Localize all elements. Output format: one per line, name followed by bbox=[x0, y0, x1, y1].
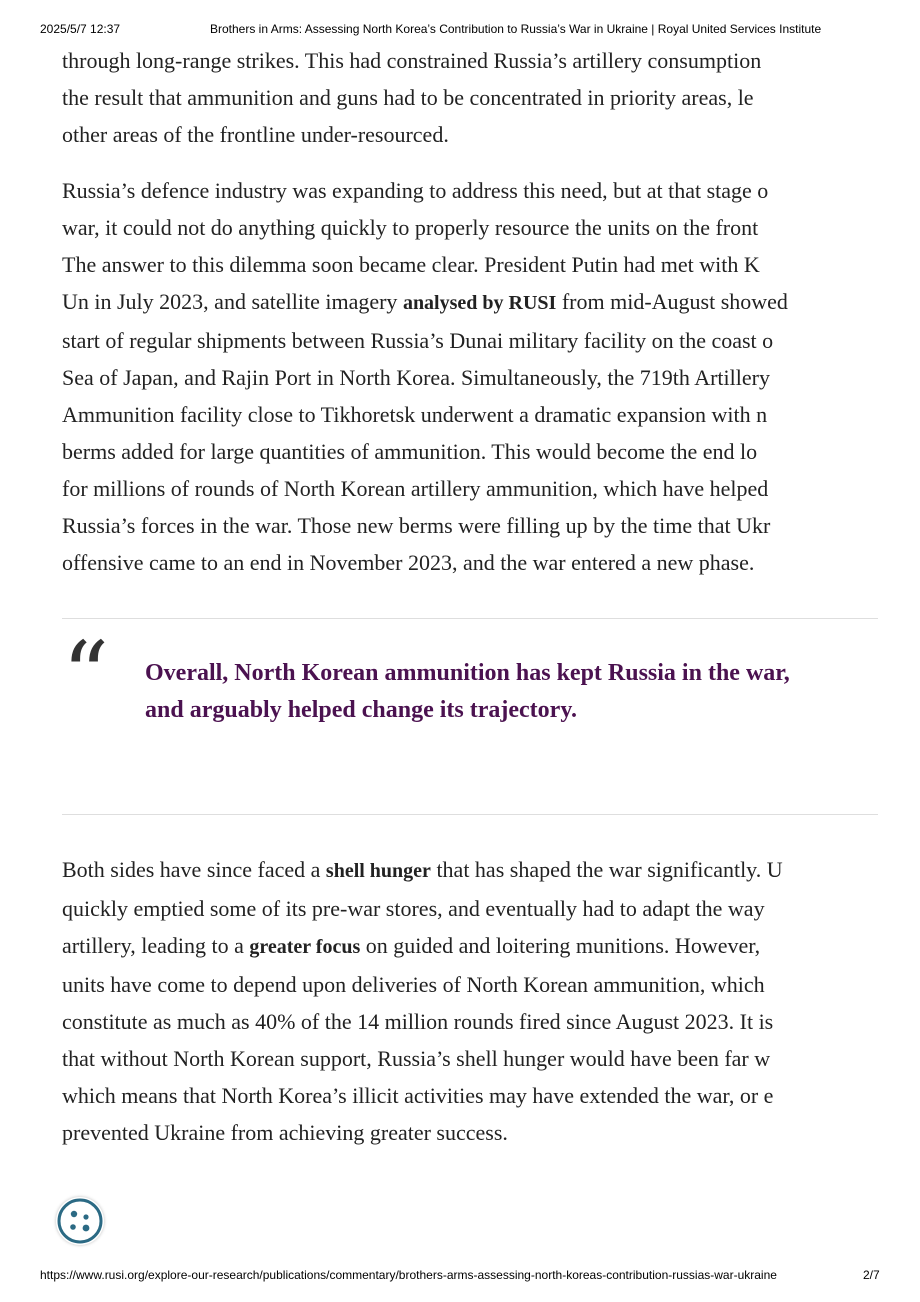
divider bbox=[62, 814, 878, 815]
text-line: The answer to this dilemma soon became clear. President Putin had met with K bbox=[62, 252, 760, 277]
text-segment: artillery, leading to a bbox=[62, 933, 250, 958]
page-url: https://www.rusi.org/explore-our-research/publications/commentary/brothers-arms-assessing-north-koreas-contribution-russias-war-ukraine bbox=[40, 1268, 777, 1282]
text-segment: that has shaped the war significantly. U bbox=[430, 857, 783, 882]
analysed-by-rusi-link[interactable]: analysed by RUSI bbox=[402, 292, 557, 314]
print-page-title: Brothers in Arms: Assessing North Korea’s Contribution to Russia’s War in Ukraine | Royal United Services Institute bbox=[210, 22, 822, 36]
text-line: units have come to depend upon deliveries of North Korean ammunition, which bbox=[62, 972, 765, 997]
text-line: through long-range strikes. This had constrained Russia’s artillery consumption bbox=[62, 48, 762, 73]
text-line: Russia’s forces in the war. Those new berms were filling up by the time that Ukr bbox=[62, 513, 771, 538]
text-line bbox=[62, 927, 783, 966]
cookie-settings-button[interactable] bbox=[56, 1197, 104, 1245]
text-line: prevented Ukraine from achieving greater success. bbox=[62, 1120, 508, 1145]
text-segment: Un in July 2023, and satellite imagery bbox=[62, 289, 403, 314]
text-line: berms added for large quantities of ammunition. This would become the end lo bbox=[62, 439, 758, 464]
paragraph bbox=[62, 851, 783, 1151]
text-segment: from mid-August showed bbox=[556, 289, 788, 314]
print-footer bbox=[0, 1266, 920, 1286]
text-line: quickly emptied some of its pre-war stores, and eventually had to adapt the way bbox=[62, 896, 765, 921]
pull-quote-line: and arguably helped change its trajectory. bbox=[145, 697, 577, 723]
text-line: other areas of the frontline under-resourced. bbox=[62, 122, 449, 147]
text-segment: Both sides have since faced a bbox=[62, 857, 326, 882]
pull-quote bbox=[145, 655, 878, 729]
text-line: for millions of rounds of North Korean artillery ammunition, which have helped bbox=[62, 476, 769, 501]
cookie-icon bbox=[56, 1197, 104, 1245]
text-line bbox=[62, 851, 783, 890]
text-line: Ammunition facility close to Tikhoretsk underwent a dramatic expansion with n bbox=[62, 402, 768, 427]
text-segment: on guided and loitering munitions. However, bbox=[360, 933, 761, 958]
text-line: offensive came to an end in November 2023, and the war entered a new phase. bbox=[62, 550, 755, 575]
paragraph bbox=[62, 42, 761, 153]
page-number: 2/7 bbox=[863, 1268, 880, 1282]
divider bbox=[62, 618, 878, 619]
text-line: which means that North Korea’s illicit activities may have extended the war, or e bbox=[62, 1083, 774, 1108]
print-header bbox=[0, 20, 920, 40]
text-line: war, it could not do anything quickly to properly resource the units on the front bbox=[62, 215, 759, 240]
paragraph bbox=[62, 172, 788, 581]
text-line: Russia’s defence industry was expanding to address this need, but at that stage o bbox=[62, 178, 769, 203]
quote-mark-icon: “ bbox=[62, 622, 110, 729]
text-line: start of regular shipments between Russia’s Dunai military facility on the coast o bbox=[62, 328, 774, 353]
text-line bbox=[62, 283, 788, 322]
shell-hunger-link[interactable]: shell hunger bbox=[325, 860, 431, 882]
pull-quote-line: Overall, North Korean ammunition has kept Russia in the war, bbox=[145, 660, 790, 686]
article-body bbox=[62, 40, 878, 1160]
greater-focus-link[interactable]: greater focus bbox=[249, 936, 361, 958]
text-line: the result that ammunition and guns had to be concentrated in priority areas, le bbox=[62, 85, 754, 110]
text-line: Sea of Japan, and Rajin Port in North Korea. Simultaneously, the 719th Artillery bbox=[62, 365, 770, 390]
print-date: 2025/5/7 12:37 bbox=[40, 22, 121, 36]
text-line: that without North Korean support, Russia’s shell hunger would have been far w bbox=[62, 1046, 771, 1071]
text-line: constitute as much as 40% of the 14 million rounds fired since August 2023. It is bbox=[62, 1009, 774, 1034]
